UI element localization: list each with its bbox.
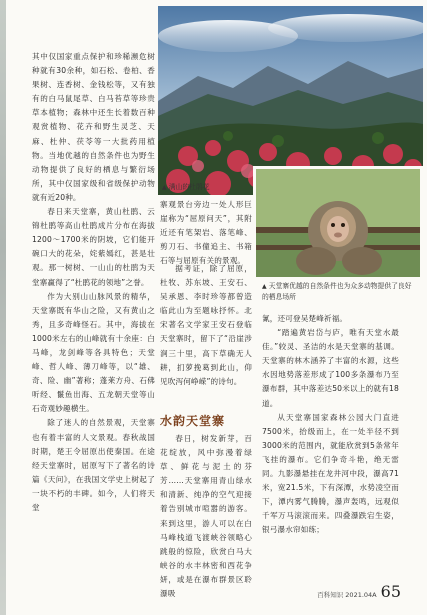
monkey-photo-caption (262, 281, 412, 302)
monkey-photo (253, 166, 423, 280)
monkey-photo-art (256, 169, 420, 277)
page-footer (317, 582, 401, 601)
paragraph: 除了迷人的自然景观，天堂寨也有着丰富的人文景观。春秋战国时期，楚王令屈原出使秦国。在途经天堂寨时，屈原写下了著名的诗篇《天问》，在我国文学史上树起了一块不朽的丰碑。如今，人们将天堂 (32, 418, 155, 512)
page-number: 65 (380, 582, 401, 601)
paragraph: 春日，树发新芽，百花绽放，风中弥漫着绿草、鲜花与泥土的芬芳……天堂寨用青山绿水和清新、纯净的空气迎接着告别城市喧嚣的游客。来到这里，游人可以在白马峰栈道飞渡峡谷领略心跳般的惊险，欣赏白马大峡谷的水丰林密和西花争妍，或是在瀑布群景区聆瀑吸 (160, 434, 252, 599)
left-column (32, 50, 155, 515)
mountain-caption-text: 满山的杜鹃花 (168, 183, 210, 191)
paragraph: 其中仅国家重点保护和珍稀濒危树种就有30余种，如石松、卷柏、香果树、连香树、金钱松等，又有独有的白马鼠尾草、白马苔草等珍贵草本植物；森林中还生长着数百种观赏植物、花卉和野生灵芝、天麻、杜仲、茯苓等一大批药用植物。当地优越的自然条件也为野生动物提供了良好的栖息与繁衍场所，其中仅国家级和省级保护动物就有近20种。 (32, 52, 155, 202)
monkey-caption-text: 天堂寨优越的自然条件也为众多动物提供了良好的栖息场所 (262, 282, 412, 301)
paragraph: 从天堂寨国家森林公园大门直进7500米，抬级而上，在一处半径不到3000米的范围内，就能欣赏到5条常年飞挂的瀑布。它们争奇斗艳，绝无雷同。九影瀑悬挂在龙井河中段，瀑高71米，宽21.5米，下有深潭，水势凌空而下，潭内雾气腾腾，瀑声轰鸣，远观似千军万马滚滚而来。四叠瀑跌宕生姿，银弓瀑水帘如练； (262, 412, 399, 535)
middle-column-top (160, 198, 252, 268)
caption-triangle-icon: ▲ (262, 283, 267, 290)
caption-triangle-icon: ▲ (162, 184, 167, 191)
page-edge-decoration (0, 0, 6, 615)
paragraph: 作为大别山山脉风景的精华，天堂寨既有华山之险，又有黄山之秀，且多奇峰怪石。其中，海拔在1000米左右的山峰就有十余座：白马峰，龙剑峰等各具特色；天堂峰、哲人峰、薄刀峰等，以“雄、奇、险、幽”著称；蓬莱方舟、石佛听经、鬣鱼出海、五龙朝天堂等山石奇观妙趣横生。 (32, 291, 155, 414)
paragraph: 春日来天堂寨，黄山杜鹃、云锦杜鹃等高山杜鹃成片分布在海拔1200～1700米的阴坡，它们能开碗口大的花朵，姹紫嫣红，甚是壮观。那一树树、一山山的杜鹃为天堂寨赢得了“杜鹃花的领地”之誉。 (32, 207, 155, 287)
paragraph: 氰，还可登吴楚峰祈福。 (262, 314, 348, 323)
middle-column-bottom (160, 432, 252, 601)
paragraph: 据考证，除了屈原，杜牧、苏东坡、王安石、吴承恩、李时珍等都曾造临此山为至题咏抒怀。北宋著名文学家王安石登临天堂寨时，留下了“沿崖涉涧三十里，高下草确无人耕，扪萝挽葛到此山，仰见吹泻何峥嵘”的诗句。 (160, 264, 252, 386)
mountain-photo-caption (162, 182, 210, 193)
right-column (262, 312, 399, 538)
paragraph: “踏遍黄岩岱与庐，唯有天堂水最佳。”较灵、圣洁的水是天堂寨的基调。天堂寨的林木涵养了丰富的水源，这些水因地势落差形成了100多条瀑布乃至瀑布群，其中落差达50米以上的就有18道。 (262, 328, 399, 408)
paragraph: 寨观景台旁边一处人形巨崖称为“屈原问天”，其附近还有笔架岩、落笔峰、剪刀石、书僮追主、书箱石等与屈原有关的景观。 (160, 200, 252, 266)
middle-column-lower (160, 262, 252, 389)
journal-issue: 百科知识 2021.04A (317, 591, 377, 599)
section-title: 水韵天堂寨 (160, 414, 226, 428)
